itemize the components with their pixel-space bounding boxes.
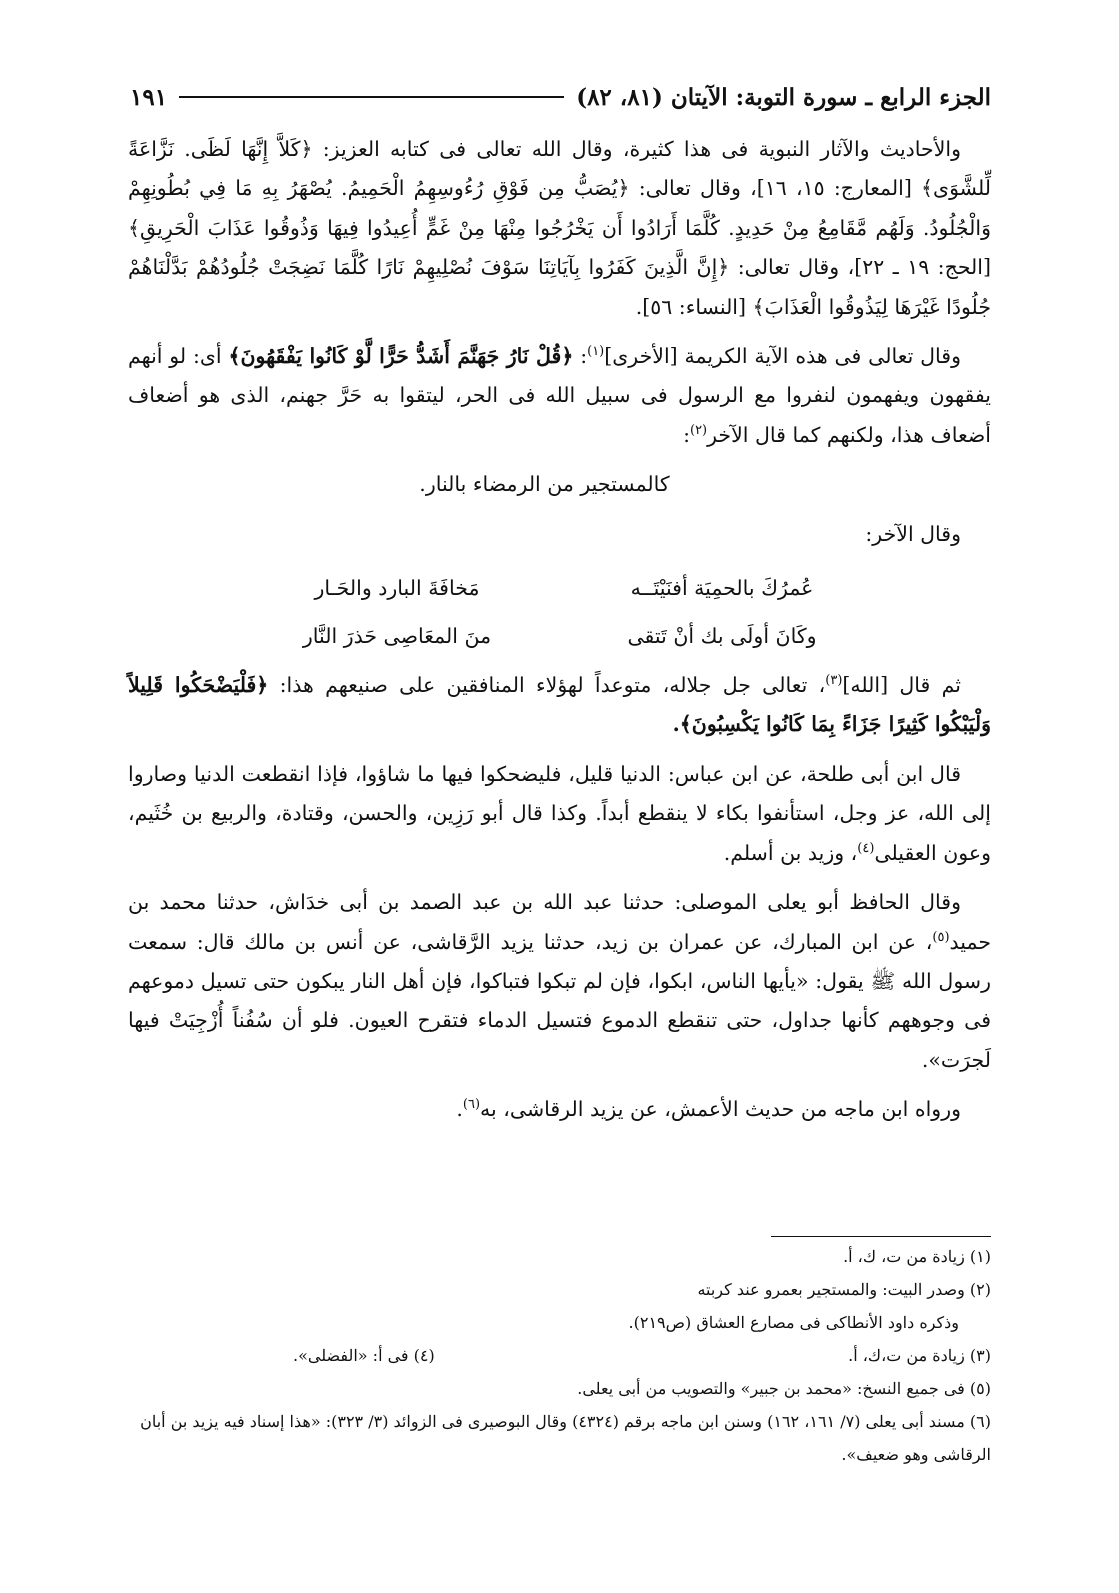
verse-2-second-hemistich: منَ المعَاصِى حَذرَ النَّار bbox=[302, 624, 492, 649]
header-rule bbox=[179, 96, 564, 98]
footnote-5: (٥) فى جميع النسخ: «محمد بن جبير» والتصويب من أبى يعلى. bbox=[577, 1379, 991, 1398]
page-number: ١٩١ bbox=[130, 83, 168, 111]
footnote-3: (٣) زيادة من ت،ك، أ. bbox=[848, 1346, 991, 1365]
paragraph-3 bbox=[128, 666, 991, 745]
paragraph-2: وقال تعالى فى هذه الآية الكريمة [الأخرى]$^{(١)}$: ﴿قُلْ نَارُ جَهَنَّمَ أَشَدُّ حَرًّا لَّوْ كَانُوا يَفْقَهُونَ﴾ أى: لو أنهم يفقهون ويفهمون لنفروا مع الرسول فى سبيل الله فى الحر، ليتقوا به حَرَّ جهنم، الذى هو أضعاف أضعاف هذا، ولكنهم كما قال الآخر$^{(٢)}$: bbox=[128, 344, 991, 447]
footnotes bbox=[128, 1240, 991, 1471]
paragraph-3-text-a: ثم قال [الله] bbox=[842, 673, 961, 698]
paragraph-2-text-a: وقال تعالى فى هذه الآية الكريمة [الأخرى] bbox=[604, 344, 961, 369]
quran-verse: ﴿قُلْ نَارُ جَهَنَّمَ أَشَدُّ حَرًّا لَّوْ كَانُوا يَفْقَهُونَ﴾ bbox=[228, 344, 574, 369]
paragraph-4 bbox=[128, 755, 991, 873]
poet-intro: وقال الآخر: bbox=[865, 521, 961, 546]
footnote-2-continued: وذكره داود الأنطاكى فى مصارع العشاق (ص٢١٩). bbox=[628, 1313, 959, 1332]
paragraph-6-text-b: . bbox=[456, 1097, 463, 1122]
footnote-ref-3: (٣) bbox=[825, 673, 843, 689]
paragraph-2-text-b: أى: لو أنهم يفقهون ويفهمون لنفروا مع الرسول فى سبيل الله فى الحر، ليتقوا به حَرَّ جهنم، الذى هو أضعاف أضعاف هذا، ولكنهم كما قال الآخر bbox=[128, 344, 991, 447]
paragraph-5 bbox=[128, 883, 991, 1080]
paragraph-3-text-b: ، تعالى جل جلاله، متوعداً لهؤلاء المنافقين على صنيعهم هذا: bbox=[279, 673, 826, 698]
footnote-4: (٤) فى أ: «الفضلى». bbox=[293, 1346, 435, 1365]
footnote-ref-5: (٥) bbox=[932, 929, 950, 945]
quran-verse: ﴿فَلْيَضْحَكُوا قَلِيلاً وَلْيَبْكُوا كَثِيرًا جَزَاءً بِمَا كَانُوا يَكْسِبُونَ﴾. bbox=[128, 673, 991, 737]
paragraph-6-text-a: ورواه ابن ماجه من حديث الأعمش، عن يزيد الرقاشى، به bbox=[480, 1097, 961, 1122]
verse-1-second-hemistich: مَخافَةَ البارد والحَـار bbox=[314, 576, 480, 601]
main-text bbox=[128, 130, 991, 1140]
running-header bbox=[130, 82, 991, 112]
paragraph-1: والأحاديث والآثار النبوية فى هذا كثيرة، وقال الله تعالى فى كتابه العزيز: ﴿كَلاَّ إِنَّهَا لَظَى. نَزَّاعَةً لِّلشَّوَى﴾ [المعارج: ١٥، ١٦]، وقال تعالى: ﴿يُصَبُّ مِن فَوْقِ رُءُوسِهِمُ الْحَمِيمُ. يُصْهَرُ بِهِ مَا فِي بُطُونِهِمْ وَالْجُلُودُ. وَلَهُم مَّقَامِعُ مِنْ حَدِيدٍ. كُلَّمَا أَرَادُوا أَن يَخْرُجُوا مِنْهَا مِنْ غَمٍّ أُعِيدُوا فِيهَا وَذُوقُوا عَذَابَ الْحَرِيقِ﴾ [الحج: ١٩ ـ ٢٢]، وقال تعالى: ﴿إِنَّ الَّذِينَ كَفَرُوا بِآيَاتِنَا سَوْفَ نُصْلِيهِمْ نَارًا كُلَّمَا نَضِجَتْ جُلُودُهُمْ بَدَّلْنَاهُمْ جُلُودًا غَيْرَهَا لِيَذُوقُوا الْعَذَابَ﴾ [النساء: ٥٦]. bbox=[128, 137, 991, 319]
footnote-ref-2: (٢) bbox=[689, 423, 708, 439]
paragraph-4-text-b: ، وزيد بن أسلم. bbox=[723, 840, 858, 865]
verse-line-1 bbox=[128, 564, 991, 612]
paragraph-5-text-a: وقال الحافظ أبو يعلى الموصلى: حدثنا عبد الله بن عبد الصمد بن أبى خدَاش، حدثنا محمد بن حميد bbox=[128, 890, 991, 954]
footnote-ref-1: (١) bbox=[587, 344, 605, 360]
footnote-6: (٦) مسند أبى يعلى (٧/ ١٦١، ١٦٢) وسنن ابن ماجه برقم (٤٣٢٤) وقال البوصيرى فى الزوائد (٣/ ٣٢٣): «هذا إسناد فيه يزيد بن أبان الرقاشى وهو ضعيف». bbox=[140, 1412, 991, 1464]
verse-1-first-hemistich: عُمرُكَ بالحمِيَة أفنَيْتَــه bbox=[630, 576, 814, 601]
footnote-row-3-4 bbox=[128, 1339, 991, 1372]
verse-quote: كالمستجير من الرمضاء بالنار. bbox=[419, 472, 670, 497]
footnote-1: (١) زيادة من ت، ك، أ. bbox=[843, 1247, 991, 1266]
footnote-ref-4: (٤) bbox=[857, 840, 875, 856]
header-title: الجزء الرابع ـ سورة التوبة: الآيتان (٨١، ٨٢) bbox=[576, 83, 991, 111]
paragraph-4-text-a: قال ابن أبى طلحة، عن ابن عباس: الدنيا قليل، فليضحكوا فيها ما شاؤوا، فإذا انقطعت الدنيا وصاروا إلى الله، عز وجل، استأنفوا بكاء لا ينقطع أبداً. وكذا قال أبو رَزِين، والحسن، وقتادة، والربيع بن خُثَيم، وعون العقيلى bbox=[128, 761, 991, 865]
footnote-2: (٢) وصدر البيت: والمستجير بعمرو عند كربته bbox=[697, 1280, 991, 1299]
footnote-separator bbox=[771, 1236, 991, 1237]
verse-2-first-hemistich: وكَانَ أولَى بك أنْ تَتقى bbox=[627, 624, 817, 649]
footnote-ref-6: (٦) bbox=[462, 1097, 481, 1113]
paragraph-6 bbox=[128, 1090, 991, 1129]
paragraph-5-text-b: ، عن ابن المبارك، عن عمران بن زيد، حدثنا يزيد الرَّقاشى، عن أنس بن مالك قال: سمعت رسول الله ﷺ يقول: «يأيها الناس، ابكوا، فإن لم تبكوا فتباكوا، فإن أهل النار يبكون حتى تسيل دموعهم فى وجوههم كأنها جداول، حتى تنقطع الدموع فتسيل الدماء فتقرح العيون. فلو أن سُفُناً أُزْجِيَتْ فيها لَجرَت». bbox=[128, 929, 991, 1072]
verse-line-2 bbox=[128, 612, 991, 660]
